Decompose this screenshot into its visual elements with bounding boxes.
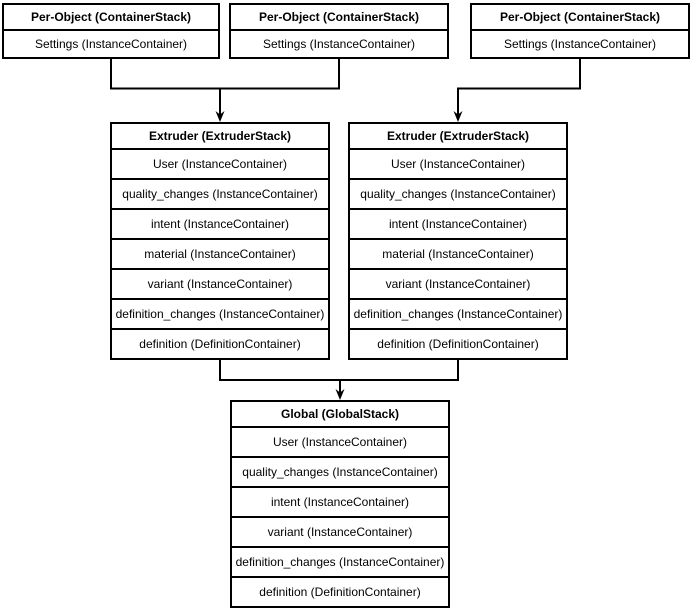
- container-row: definition (DefinitionContainer): [259, 585, 421, 599]
- node-title: Per-Object (ContainerStack): [231, 5, 447, 31]
- edge-per-object-1-2-to-extruder-1: [111, 59, 339, 89]
- container-row: material (InstanceContainer): [350, 240, 566, 270]
- container-row: definition (DefinitionContainer): [139, 337, 301, 351]
- node-extruder-stack-2: [348, 122, 568, 360]
- node-title: Extruder (ExtruderStack): [112, 124, 328, 150]
- node-per-object-stack-2: [229, 3, 449, 59]
- container-row: Settings (InstanceContainer): [503, 37, 657, 51]
- container-row: quality_changes (InstanceContainer): [350, 180, 566, 210]
- container-row: variant (InstanceContainer): [112, 270, 328, 300]
- container-row: definition_changes (InstanceContainer): [112, 300, 328, 330]
- container-row: variant (InstanceContainer): [350, 270, 566, 300]
- container-row: intent (InstanceContainer): [232, 488, 448, 518]
- container-row: intent (InstanceContainer): [112, 210, 328, 240]
- container-row: Settings (InstanceContainer): [262, 37, 416, 51]
- node-global-stack: [230, 400, 450, 608]
- node-extruder-stack-1: [110, 122, 330, 360]
- container-row: definition (DefinitionContainer): [377, 337, 539, 351]
- container-row: variant (InstanceContainer): [232, 518, 448, 548]
- container-row: User (InstanceContainer): [350, 150, 566, 180]
- node-title: Per-Object (ContainerStack): [4, 5, 218, 31]
- container-row: definition_changes (InstanceContainer): [350, 300, 566, 330]
- edge-extruders-to-global: [220, 360, 458, 380]
- container-row: quality_changes (InstanceContainer): [112, 180, 328, 210]
- node-title: Extruder (ExtruderStack): [350, 124, 566, 150]
- node-per-object-stack-3: [470, 3, 690, 59]
- container-row: material (InstanceContainer): [112, 240, 328, 270]
- container-row: User (InstanceContainer): [232, 428, 448, 458]
- node-per-object-stack-1: [2, 3, 220, 59]
- container-row: Settings (InstanceContainer): [34, 37, 188, 51]
- node-title: Per-Object (ContainerStack): [472, 5, 688, 31]
- node-title: Global (GlobalStack): [232, 402, 448, 428]
- container-row: User (InstanceContainer): [112, 150, 328, 180]
- edge-per-object-3-to-extruder-2: [458, 59, 580, 115]
- container-row: quality_changes (InstanceContainer): [232, 458, 448, 488]
- container-row: definition_changes (InstanceContainer): [232, 548, 448, 578]
- container-row: intent (InstanceContainer): [350, 210, 566, 240]
